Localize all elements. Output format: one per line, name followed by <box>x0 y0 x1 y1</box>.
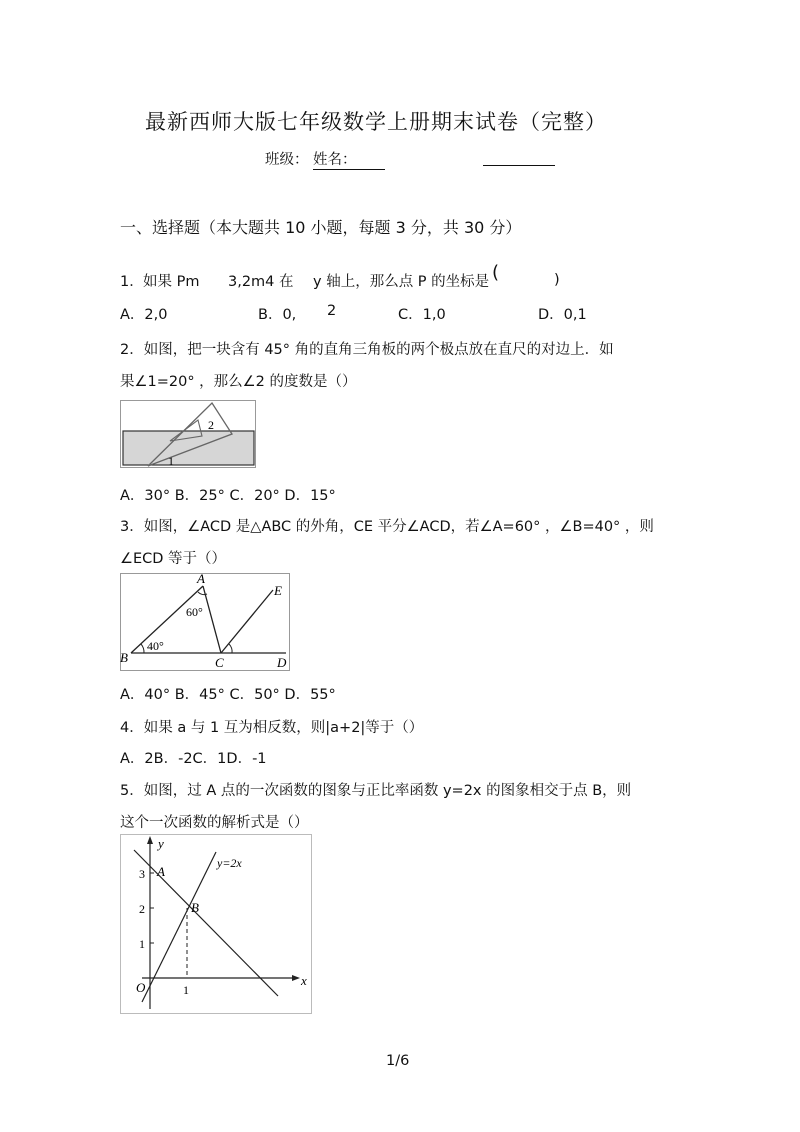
q5-label-o: O <box>136 980 146 995</box>
page-number: 1/6 <box>386 1053 410 1069</box>
q1-stem-b: 3,2m4 在 <box>228 274 294 290</box>
q5-label-a: A <box>157 864 165 879</box>
q3-label-40: 40° <box>147 639 164 653</box>
q5-label-2: 2 <box>139 902 145 916</box>
q3-figure <box>120 573 290 671</box>
q3-label-d: D <box>277 655 287 670</box>
q4-stem: 4．如果 a 与 1 互为相反数，则|a+2|等于（） <box>120 720 424 736</box>
q3-label-60: 60° <box>186 605 203 619</box>
class-label: 班级： <box>265 152 309 168</box>
q1-option-d: D．0,1 <box>538 307 587 323</box>
q2-stem-line2: 果∠1=20° ，那么∠2 的度数是（） <box>120 374 357 390</box>
q2-figure <box>120 400 256 468</box>
q3-label-c: C <box>215 655 224 670</box>
q5-label-x1: 1 <box>183 983 189 997</box>
q1-number: 1． <box>120 274 144 290</box>
q2-label-2: 2 <box>208 418 214 432</box>
q1-option-b: B．0, <box>258 307 297 323</box>
q1-option-b-value: 2 <box>327 303 337 319</box>
q2-stem-line1: 2．如图，把一块含有 45° 角的直角三角板的两个极点放在直尺的对边上．如 <box>120 342 614 358</box>
q2-label-1: 1 <box>168 454 174 468</box>
q5-figure <box>120 834 312 1014</box>
q5-stem-line2: 这个一次函数的解析式是（） <box>120 815 309 831</box>
q1-option-c: C．1,0 <box>398 307 446 323</box>
blank-line <box>483 148 555 166</box>
q3-options: A．40° B．45° C．50° D．55° <box>120 687 336 703</box>
q5-label-1: 1 <box>139 937 145 951</box>
name-label-text: 姓名： <box>313 152 357 168</box>
q1-stem-a: 如果 Pm <box>143 274 200 290</box>
q3-label-a: A <box>197 573 205 586</box>
q2-options: A．30° B．25° C．20° D．15° <box>120 488 336 504</box>
q5-stem-line1: 5．如图，过 A 点的一次函数的图象与正比率函数 y=2x 的图象相交于点 B，则 <box>120 783 632 799</box>
q5-label-y: y <box>158 836 164 851</box>
q4-options: A．2B．-2C．1D．-1 <box>120 751 267 767</box>
q1-option-a: A．2,0 <box>120 307 168 323</box>
q1-paren-open: ( <box>492 262 500 283</box>
q5-label-y2x: y=2x <box>217 856 242 870</box>
q3-label-b: B <box>120 650 128 665</box>
page-title: 最新西师大版七年级数学上册期末试卷（完整） <box>145 110 607 134</box>
q5-label-b: B <box>191 900 199 915</box>
section-heading: 一、选择题（本大题共 10 小题，每题 3 分，共 30 分） <box>120 218 522 237</box>
q3-stem-line1: 3．如图，∠ACD 是△ABC 的外角，CE 平分∠ACD，若∠A=60° ，∠B=40° ，则 <box>120 519 654 535</box>
q1-stem-c: y 轴上，那么点 P 的坐标是 <box>313 274 490 290</box>
q3-stem-line2: ∠ECD 等于（） <box>120 551 227 567</box>
q5-label-x: x <box>301 973 307 988</box>
q3-label-e: E <box>274 583 282 598</box>
name-label <box>313 148 385 170</box>
q1-paren-close: ) <box>554 272 560 288</box>
q5-label-3: 3 <box>139 867 145 881</box>
